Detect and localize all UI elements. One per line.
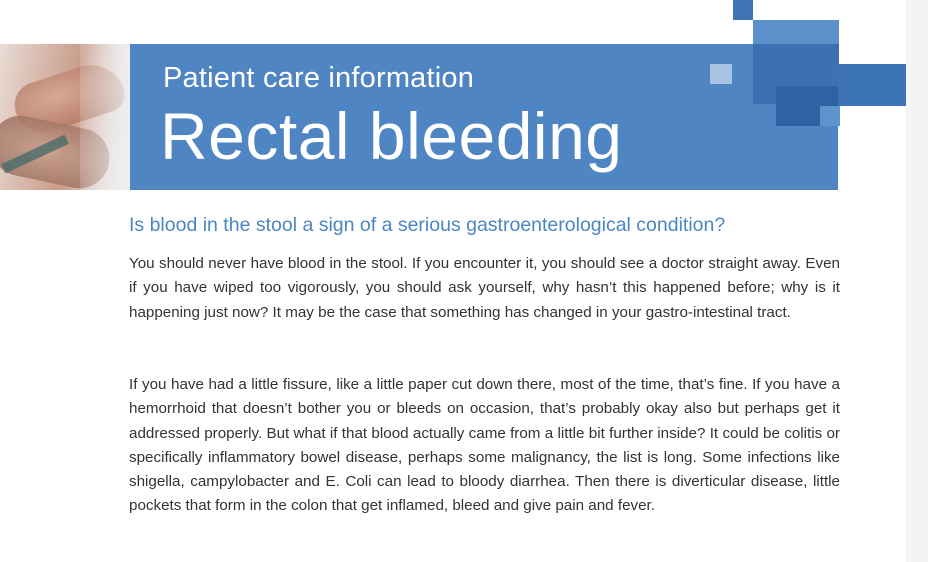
- page-edge-gutter: [906, 0, 928, 562]
- decorative-square: [710, 64, 732, 84]
- paragraph: If you have had a little fissure, like a little paper cut down there, most of the time, that’s fine. If you have a hemorrhoid that doesn’t bother you or bleeds on occasion, that’s probably okay also but perhaps get it addressed properly. But what if that blood actually came from a little bit further inside? It could be colitis or specifically inflammatory bowel disease, perhaps some malignancy, the list is long. Some infections like shigella, campylobacter and E. Coli can lead to bloody diarrhea. Then there is diverticular disease, little pockets that form in the colon that get inflamed, bleed and give pain and fever.: [129, 376, 840, 515]
- decorative-square: [820, 106, 840, 126]
- header-kicker: Patient care information: [163, 62, 475, 94]
- decorative-square: [753, 20, 839, 44]
- photo-sleeve-shape: [80, 44, 130, 190]
- decorative-square: [733, 0, 753, 20]
- header-photo-hands: [0, 44, 130, 190]
- section-heading: Is blood in the stool a sign of a serious gastroenterological condition?: [129, 214, 726, 236]
- page-title: Rectal bleeding: [160, 99, 623, 173]
- paragraph: You should never have blood in the stool. If you encounter it, you should see a doctor straight away. Even if you have wiped too vigorously, you should ask yourself, why hasn’t this happened before; why is it happening just now? It may be the case that something has changed in your gastro-intestinal tract.: [129, 255, 840, 321]
- decorative-square: [838, 64, 906, 106]
